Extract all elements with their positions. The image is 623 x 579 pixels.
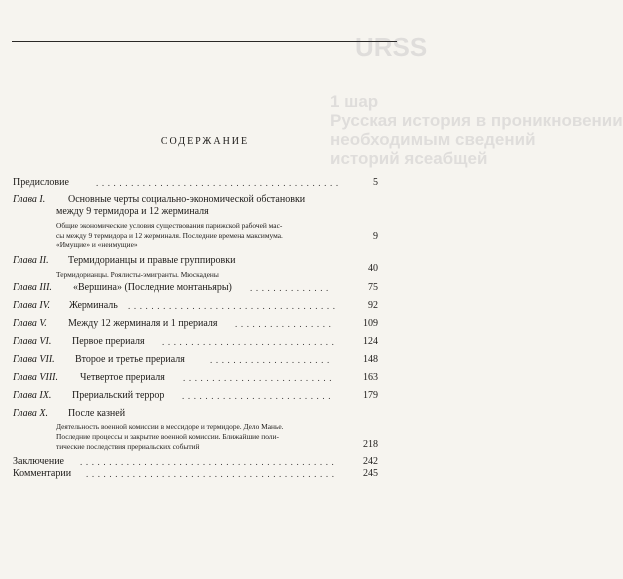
chapter-label: Глава II. xyxy=(13,255,49,266)
toc-title: Первое прериаля xyxy=(72,336,145,347)
toc-subtitle: Термидорианцы. Роялисты-эмигранты. Мюскадены xyxy=(56,270,219,279)
chapter-label: Глава III. xyxy=(13,282,52,293)
toc-page-row xyxy=(0,263,410,275)
toc-title: Комментарии xyxy=(13,468,72,479)
toc-row xyxy=(0,300,410,312)
chapter-label: Глава V. xyxy=(13,318,47,329)
chapter-label: Глава VIII. xyxy=(13,372,59,383)
leader-dots: .......................... xyxy=(182,391,335,401)
toc-subtitle: тические последствия прериальских событий xyxy=(56,442,200,451)
bleed-through-line: 1 шар xyxy=(330,92,379,111)
bleed-through-line: Русская история в проникновении xyxy=(330,111,623,130)
page-number: 124 xyxy=(363,336,378,347)
leader-dots: .......................... xyxy=(183,373,336,383)
leader-dots: ..................... xyxy=(210,355,333,365)
toc-row xyxy=(0,354,410,366)
toc-title: Прериальский террор xyxy=(72,390,165,401)
leader-dots: .............. xyxy=(250,283,332,293)
toc-subtitle: Общие экономические условия существования парижской рабочей мас- xyxy=(56,221,283,230)
leader-dots: .............................. xyxy=(162,337,338,347)
toc-row xyxy=(0,194,410,206)
toc-row xyxy=(0,372,410,384)
page-number: 75 xyxy=(368,282,378,293)
chapter-label: Глава IV. xyxy=(13,300,51,311)
leader-dots: ................. xyxy=(235,319,335,329)
page-title: СОДЕРЖАНИЕ xyxy=(160,136,250,147)
leader-dots: .......................................... xyxy=(96,178,342,188)
top-rule xyxy=(12,41,397,42)
page-number: 109 xyxy=(363,318,378,329)
toc-title-line-2: между 9 термидора и 12 жерминаля xyxy=(56,206,209,217)
toc-title: Четвертое прериаля xyxy=(80,372,165,383)
toc-row xyxy=(0,336,410,348)
chapter-label: Глава X. xyxy=(13,408,49,419)
leader-dots: ........................................... xyxy=(86,469,338,479)
toc-row xyxy=(0,408,410,420)
page-number: 245 xyxy=(363,468,378,479)
page-number: 9 xyxy=(373,231,378,242)
page-number: 148 xyxy=(363,354,378,365)
chapter-label: Глава VII. xyxy=(13,354,55,365)
bleed-through-line: необходимым сведений xyxy=(330,130,536,149)
toc-row xyxy=(0,282,410,294)
page-number: 179 xyxy=(363,390,378,401)
bleed-through-text: URSS xyxy=(355,32,428,62)
page-number: 163 xyxy=(363,372,378,383)
toc-title: «Вершина» (Последние монтаньяры) xyxy=(73,282,232,293)
toc-subtitle: сы между 9 термидора и 12 жерминаля. Последние времена максимума. xyxy=(56,230,283,240)
toc-row xyxy=(0,318,410,330)
toc-row-continuation xyxy=(0,206,410,218)
toc-title: Второе и третье прериаля xyxy=(75,354,185,365)
leader-dots: ............................................ xyxy=(80,457,338,467)
toc-subtitle: Деятельность военной комиссии в мессидоре и термидоре. Дело Манье. xyxy=(56,422,284,431)
toc-subtitle: Последние процессы и закрытие военной комиссии. Ближайшие поли- xyxy=(56,432,279,441)
toc-title: Основные черты социально-экономической обстановки xyxy=(68,194,306,205)
bleed-through-block xyxy=(330,92,623,168)
toc-row xyxy=(0,177,410,189)
toc-row xyxy=(0,390,410,402)
toc-page-row xyxy=(0,231,410,243)
toc-title: После казней xyxy=(68,408,126,419)
toc-page-row xyxy=(0,439,410,451)
page-number: 92 xyxy=(368,300,378,311)
toc-row xyxy=(0,468,410,480)
page-number: 242 xyxy=(363,456,378,467)
toc-row xyxy=(0,456,410,468)
toc-title: Термидорианцы и правые группировки xyxy=(68,255,236,266)
toc-title: Жерминаль xyxy=(69,300,118,311)
toc-subtitle: «Имущие» и «неимущие» xyxy=(56,240,138,249)
page-number: 40 xyxy=(368,263,378,274)
bleed-through-line: историй ясеабщей xyxy=(330,149,488,168)
chapter-label: Глава I. xyxy=(13,194,46,205)
page-number: 218 xyxy=(363,439,378,450)
toc-title: Между 12 жерминаля и 1 прериаля xyxy=(68,318,218,329)
chapter-label: Глава VI. xyxy=(13,336,52,347)
page-number: 5 xyxy=(373,177,378,188)
toc-title: Предисловие xyxy=(13,177,69,188)
toc-title: Заключение xyxy=(13,456,64,467)
chapter-label: Глава IX. xyxy=(13,390,52,401)
leader-dots: .................................... xyxy=(128,301,339,311)
